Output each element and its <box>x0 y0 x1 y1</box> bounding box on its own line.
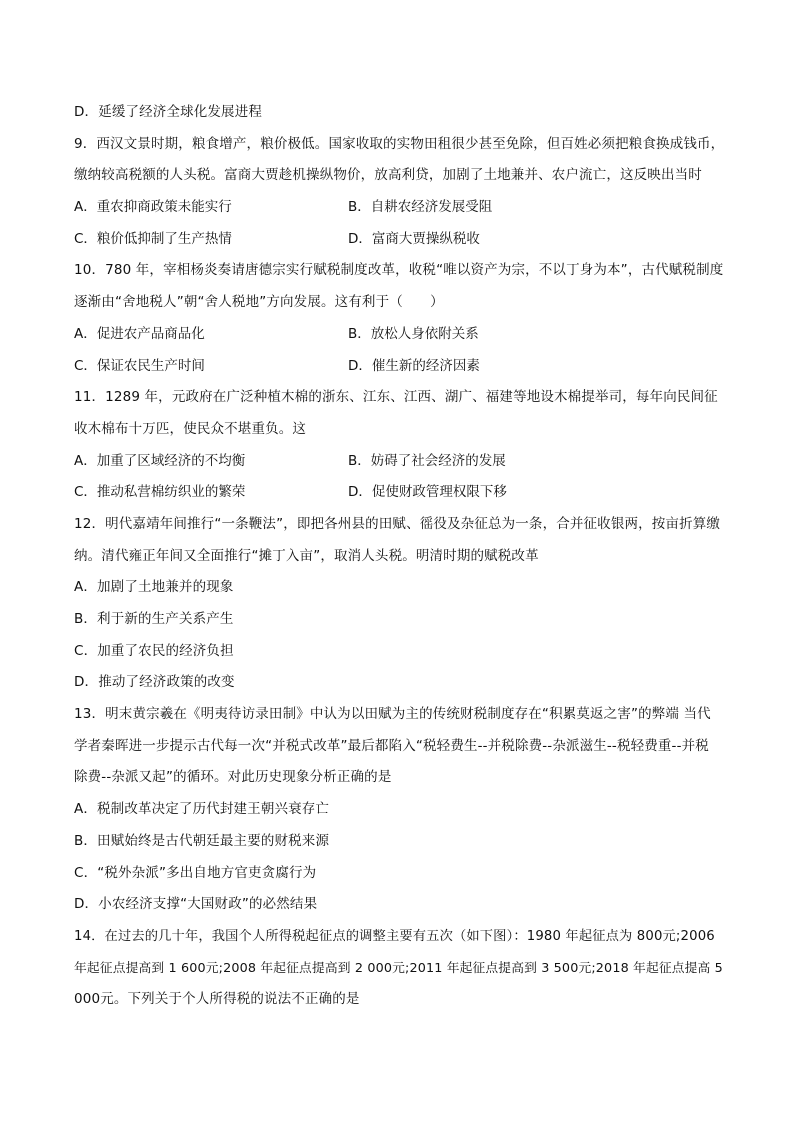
question-stem-line: 缴纳较高税额的人头税。富商大贾趁机操纵物价，放高利贷，加剧了土地兼并、农户流亡，这反映出当时 <box>74 167 702 184</box>
option-row <box>74 192 722 224</box>
option-b: B．自耕农经济发展受阻 <box>348 199 493 216</box>
option-a: A．加剧了土地兼并的现象 <box>74 579 234 596</box>
question-stem-line: 13．明末黄宗羲在《明夷待访录田制》中认为以田赋为主的传统财税制度存在“积累莫返之害”的弊端 当代 <box>74 706 711 723</box>
question-9 <box>74 129 725 256</box>
question-stem-line: 000元。下列关于个人所得税的说法不正确的是 <box>74 991 360 1008</box>
question-14 <box>74 921 722 1016</box>
question-stem-line: 9．西汉文景时期，粮食增产，粮价极低。国家收取的实物田租很少甚至免除，但百姓必须把粮食换成钱币， <box>74 135 725 152</box>
option-a: A．税制改革决定了历代封建王朝兴衰存亡 <box>74 801 330 818</box>
question-stem-line: 纳。清代雍正年间又全面推行“摊丁入亩”，取消人头税。明清时期的赋税改革 <box>74 547 539 564</box>
option-a: A．重农抑商政策未能实行 <box>74 199 232 216</box>
option-d: D．推动了经济政策的改变 <box>74 674 235 691</box>
option-a: A．促进农产品商品化 <box>74 325 205 342</box>
option-b: B．放松人身依附关系 <box>348 325 479 342</box>
question-stem-line: 12．明代嘉靖年间推行“一条鞭法”，即把各州县的田赋、徭役及杂征总为一条，合并征收银两，按亩折算缴 <box>74 515 721 532</box>
question-13 <box>74 699 722 921</box>
option-b: B．妨碍了社会经济的发展 <box>348 452 506 469</box>
option-d: D．延缓了经济全球化发展进程 <box>74 104 262 120</box>
question-10 <box>74 255 722 382</box>
option-row <box>74 351 722 383</box>
question-stem-line: 年起征点提高到 1 600元;2008 年起征点提高到 2 000元;2011 年起征点提高到 3 500元;2018 年起征点提高 5 <box>74 960 723 976</box>
option-c: C．“税外杂派”多出自地方官吏贪腐行为 <box>74 864 317 881</box>
question-stem-line: 14．在过去的几十年，我国个人所得税起征点的调整主要有五次（如下图）：1980 年起征点为 800元;2006 <box>74 928 715 944</box>
question-stem-line: 逐渐由“舍地税人”朝“舍人税地”方向发展。这有利于（ ） <box>74 294 444 311</box>
option-row <box>74 224 722 256</box>
question-stem-line: 学者秦晖进一步提示古代每一次“并税式改革”最后都陷入“税轻费生--并税除费--杂派滋生--税轻费重--并税 <box>74 737 709 754</box>
question-11 <box>74 382 722 509</box>
option-c: C．粮价低抑制了生产热情 <box>74 230 232 247</box>
question-stem-line: 11．1289 年，元政府在广泛种植木棉的浙东、江东、江西、湖广、福建等地设木棉提举司，每年向民间征 <box>74 389 718 406</box>
option-a: A．加重了区域经济的不均衡 <box>74 452 246 469</box>
question-stem-line: 收木棉布十万匹，使民众不堪重负。这 <box>74 420 307 437</box>
option-b: B．利于新的生产关系产生 <box>74 611 234 627</box>
option-row <box>74 319 722 351</box>
option-c: C．加重了农民的经济负担 <box>74 642 234 659</box>
option-b: B．田赋始终是古代朝廷最主要的财税来源 <box>74 832 330 849</box>
question-stem-line: 10．780 年，宰相杨炎奏请唐德宗实行赋税制度改革，收税“唯以资产为宗，不以丁身为本”，古代赋税制度 <box>74 262 724 279</box>
option-d: D．促使财政管理权限下移 <box>348 484 507 501</box>
question-stem-line: 除费--杂派又起”的循环。对此历史现象分析正确的是 <box>74 769 392 786</box>
exam-page <box>74 97 725 1016</box>
option-d: D．催生新的经济因素 <box>348 357 480 374</box>
question-8-tail <box>74 97 722 129</box>
question-12 <box>74 509 722 699</box>
option-row <box>74 477 722 509</box>
option-d: D．小农经济支撑“大国财政”的必然结果 <box>74 896 318 913</box>
option-c: C．保证农民生产时间 <box>74 357 205 374</box>
option-row <box>74 446 722 478</box>
option-d: D．富商大贾操纵税收 <box>348 230 480 247</box>
option-c: C．推动私营棉纺织业的繁荣 <box>74 484 246 501</box>
